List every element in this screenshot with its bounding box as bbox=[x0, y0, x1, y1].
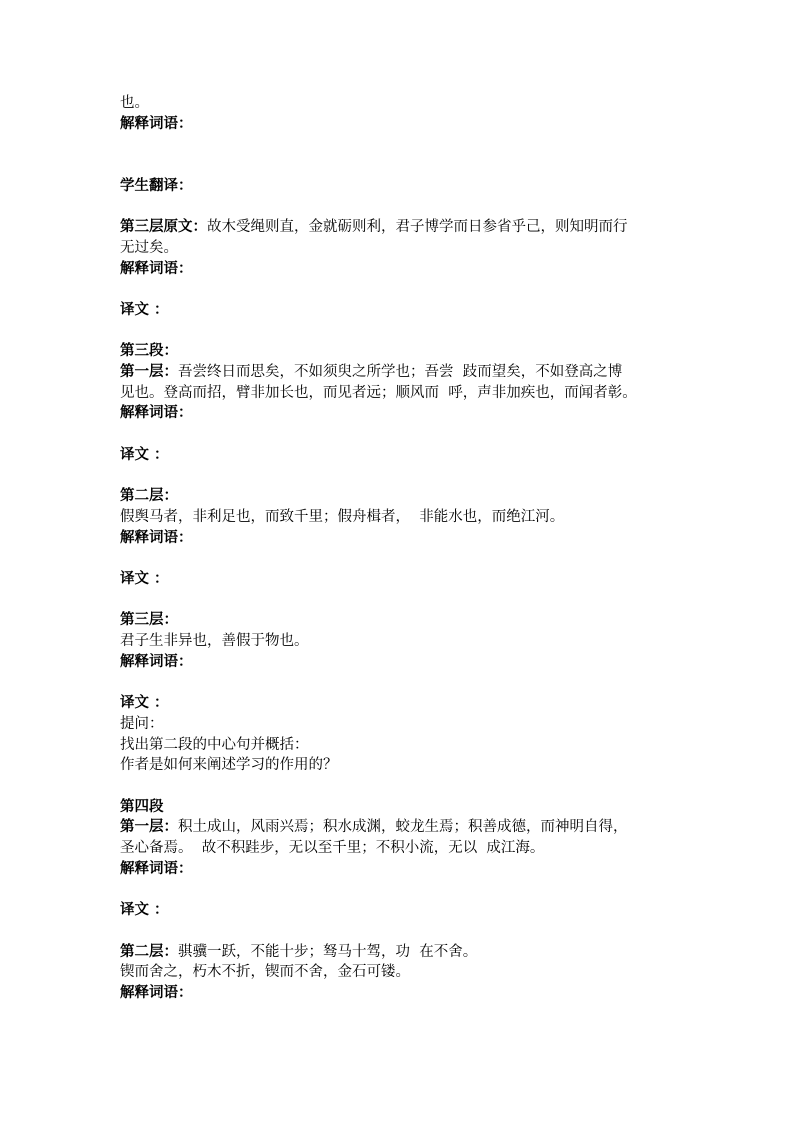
question-label: 提问： bbox=[120, 715, 164, 732]
question-item: 找出第二段的中心句并概括： bbox=[120, 736, 309, 753]
explain-words-label: 解释词语： bbox=[120, 653, 193, 670]
text-line: 无过矣。 bbox=[120, 239, 178, 256]
layer-label: 第三层原文： bbox=[120, 219, 207, 236]
text-line: 也。 bbox=[120, 95, 149, 111]
explain-words-label: 解释词语： bbox=[120, 260, 193, 277]
explain-words-label: 解释词语： bbox=[120, 860, 193, 877]
explain-words-label: 解释词语： bbox=[120, 115, 193, 132]
translation-label: 译文 ： bbox=[120, 902, 169, 919]
text-line: 圣心备焉。 故不积跬步，无以至千里；不积小流，无以 成江海。 bbox=[120, 840, 545, 857]
question-item: 作者是如何来阐述学习的作用的？ bbox=[120, 757, 338, 774]
layer-line bbox=[120, 942, 700, 963]
layer-label: 第一层： bbox=[120, 364, 178, 381]
section-title: 第四段 bbox=[120, 798, 164, 815]
translation-label: 译文 ： bbox=[120, 571, 169, 588]
layer-label: 第二层： bbox=[120, 943, 178, 960]
text-line: 锲而舍之，朽木不折，锲而不舍，金石可镂。 bbox=[120, 964, 410, 981]
explain-words-label: 解释词语： bbox=[120, 405, 193, 422]
layer-line bbox=[120, 817, 700, 838]
text-line: 见也。登高而招，臂非加长也，而见者远；顺风而 呼，声非加疾也，而闻者彰。 bbox=[120, 384, 637, 401]
translation-label: 译文 ： bbox=[120, 695, 169, 712]
text-line: 骐骥一跃，不能十步；驽马十驾，功 在不舍。 bbox=[178, 943, 478, 960]
explain-words-label: 解释词语： bbox=[120, 985, 193, 1002]
translation-label: 译文 ： bbox=[120, 301, 169, 318]
section-title: 第三段： bbox=[120, 343, 178, 360]
text-line: 故木受绳则直，金就砺则利，君子博学而日参省乎己，则知明而行 bbox=[207, 219, 628, 236]
text-line: 积土成山，风雨兴焉；积水成渊，蛟龙生焉；积善成德，而神明自得， bbox=[178, 819, 628, 836]
document-page bbox=[120, 93, 700, 1004]
layer-label: 第三层： bbox=[120, 612, 178, 629]
explain-words-label: 解释词语： bbox=[120, 529, 193, 546]
layer-original-line bbox=[120, 217, 700, 238]
layer-label: 第二层： bbox=[120, 488, 178, 505]
text-line: 吾尝终日而思矣，不如须臾之所学也；吾尝 跂而望矣，不如登高之博 bbox=[178, 364, 623, 381]
text-line: 君子生非异也，善假于物也。 bbox=[120, 633, 309, 650]
student-translation-label: 学生翻译： bbox=[120, 177, 193, 194]
translation-label: 译文 ： bbox=[120, 446, 169, 463]
text-line: 假舆马者，非利足也，而致千里；假舟楫者， 非能水也，而绝江河。 bbox=[120, 508, 565, 525]
layer-label: 第一层： bbox=[120, 819, 178, 836]
layer-line bbox=[120, 362, 700, 383]
